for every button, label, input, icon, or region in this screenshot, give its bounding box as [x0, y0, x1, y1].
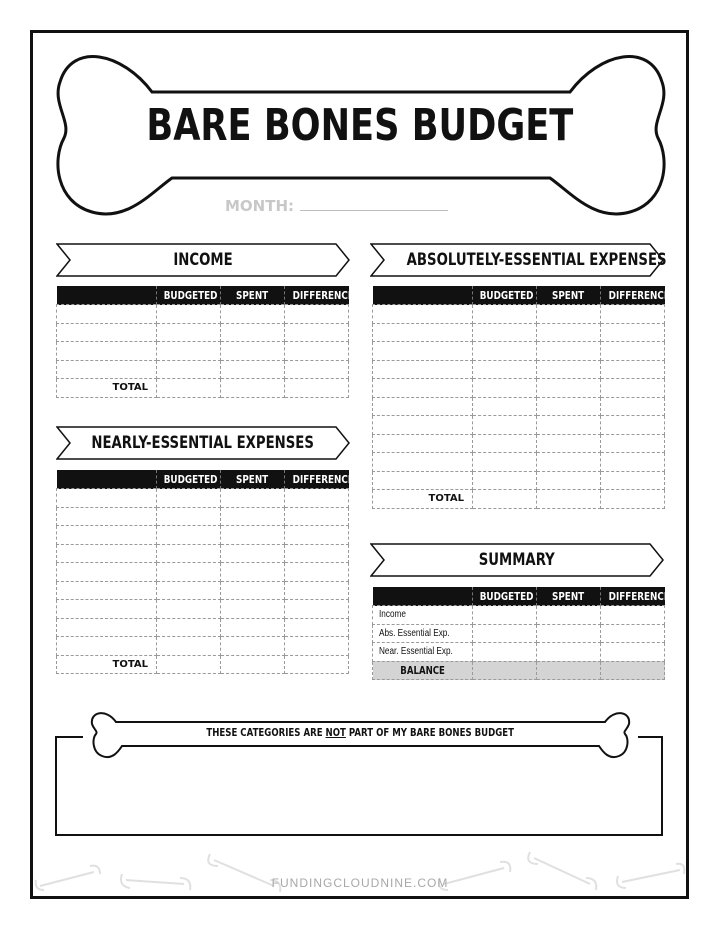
- category-cell[interactable]: [373, 323, 473, 342]
- balance-label: BALANCE: [373, 661, 473, 680]
- table-cell[interactable]: [285, 618, 349, 637]
- table-cell[interactable]: [601, 661, 665, 680]
- header-difference: DIFFERENCE: [601, 587, 665, 606]
- total-label: TOTAL: [57, 379, 157, 398]
- table-cell[interactable]: [537, 624, 601, 643]
- table-row: [57, 323, 349, 342]
- summary-row-abs: [373, 624, 665, 643]
- table-cell[interactable]: [285, 600, 349, 619]
- table-cell[interactable]: [473, 606, 537, 625]
- summary-label-near: Near. Essential Exp.: [373, 643, 473, 662]
- table-row: [373, 416, 665, 435]
- table-row: [57, 507, 349, 526]
- table-row: [57, 489, 349, 508]
- category-cell[interactable]: [57, 637, 157, 656]
- header-blank: [373, 286, 473, 305]
- table-cell[interactable]: [601, 606, 665, 625]
- income-heading: INCOME: [173, 250, 233, 270]
- table-cell[interactable]: [285, 305, 349, 324]
- table-row: [373, 453, 665, 472]
- table-cell[interactable]: [221, 526, 285, 545]
- table-cell[interactable]: [221, 563, 285, 582]
- table-cell[interactable]: [473, 661, 537, 680]
- table-cell[interactable]: [537, 379, 601, 398]
- near-essential-heading: NEARLY-ESSENTIAL EXPENSES: [91, 433, 315, 453]
- table-cell[interactable]: [537, 661, 601, 680]
- table-cell[interactable]: [285, 323, 349, 342]
- table-cell[interactable]: [285, 507, 349, 526]
- category-cell[interactable]: [373, 305, 473, 324]
- income-body: [57, 305, 349, 379]
- header-spent: SPENT: [221, 286, 285, 305]
- table-cell[interactable]: [221, 379, 285, 398]
- table-row: [57, 618, 349, 637]
- table-cell[interactable]: [537, 434, 601, 453]
- table-cell[interactable]: [285, 563, 349, 582]
- table-cell[interactable]: [601, 453, 665, 472]
- summary-label-income: Income: [373, 606, 473, 625]
- table-cell[interactable]: [601, 342, 665, 361]
- summary-row-income: [373, 606, 665, 625]
- table-row: [57, 342, 349, 361]
- header-blank: [57, 286, 157, 305]
- table-cell[interactable]: [157, 637, 221, 656]
- table-cell[interactable]: [473, 434, 537, 453]
- table-cell[interactable]: [473, 624, 537, 643]
- header-difference: DIFFERENCE: [285, 470, 349, 489]
- total-row: [57, 655, 349, 674]
- category-cell[interactable]: [373, 434, 473, 453]
- category-cell[interactable]: [57, 507, 157, 526]
- table-cell[interactable]: [285, 342, 349, 361]
- month-input-line[interactable]: [300, 209, 448, 211]
- non-budget-box-top-right: [638, 736, 663, 738]
- table-header-row: [373, 587, 665, 606]
- table-cell[interactable]: [537, 471, 601, 490]
- category-cell[interactable]: [373, 397, 473, 416]
- table-cell[interactable]: [537, 490, 601, 509]
- table-cell[interactable]: [601, 490, 665, 509]
- income-banner: [56, 243, 350, 277]
- footer-site: FUNDINGCLOUDNINE.COM: [271, 876, 449, 890]
- table-row: [373, 379, 665, 398]
- header-budgeted: BUDGETED: [473, 286, 537, 305]
- category-cell[interactable]: [57, 618, 157, 637]
- table-cell[interactable]: [157, 323, 221, 342]
- header-spent: SPENT: [537, 286, 601, 305]
- table-cell[interactable]: [221, 323, 285, 342]
- table-cell[interactable]: [473, 397, 537, 416]
- table-row: [57, 360, 349, 379]
- header-difference: DIFFERENCE: [601, 286, 665, 305]
- table-row: [373, 342, 665, 361]
- abs-essential-table: [372, 286, 670, 509]
- header-spent: SPENT: [221, 470, 285, 489]
- near-essential-body: [57, 489, 349, 656]
- table-cell[interactable]: [157, 342, 221, 361]
- summary-heading: SUMMARY: [478, 550, 556, 570]
- header-spent: SPENT: [537, 587, 601, 606]
- category-cell[interactable]: [373, 471, 473, 490]
- table-header-row: [57, 470, 349, 489]
- table-cell[interactable]: [221, 637, 285, 656]
- table-cell[interactable]: [157, 526, 221, 545]
- category-cell[interactable]: [57, 323, 157, 342]
- non-budget-box-top-left: [55, 736, 83, 738]
- summary-row-balance: [373, 661, 665, 680]
- table-cell[interactable]: [157, 379, 221, 398]
- table-cell[interactable]: [537, 416, 601, 435]
- total-row: [57, 379, 349, 398]
- abs-essential-heading: ABSOLUTELY-ESSENTIAL EXPENSES: [406, 250, 667, 270]
- table-cell[interactable]: [537, 342, 601, 361]
- near-essential-banner: [56, 426, 350, 460]
- table-cell[interactable]: [285, 544, 349, 563]
- category-cell[interactable]: [57, 526, 157, 545]
- table-cell[interactable]: [601, 624, 665, 643]
- table-cell[interactable]: [473, 643, 537, 662]
- table-cell[interactable]: [157, 618, 221, 637]
- table-cell[interactable]: [285, 637, 349, 656]
- table-cell[interactable]: [221, 360, 285, 379]
- table-cell[interactable]: [473, 342, 537, 361]
- table-cell[interactable]: [157, 600, 221, 619]
- table-cell[interactable]: [537, 397, 601, 416]
- category-cell[interactable]: [57, 600, 157, 619]
- table-cell[interactable]: [601, 323, 665, 342]
- table-cell[interactable]: [601, 643, 665, 662]
- table-cell[interactable]: [537, 606, 601, 625]
- table-cell[interactable]: [473, 416, 537, 435]
- table-cell[interactable]: [537, 360, 601, 379]
- category-cell[interactable]: [57, 544, 157, 563]
- table-cell[interactable]: [221, 489, 285, 508]
- category-cell[interactable]: [373, 379, 473, 398]
- table-row: [57, 544, 349, 563]
- table-cell[interactable]: [221, 581, 285, 600]
- category-cell[interactable]: [57, 489, 157, 508]
- table-cell[interactable]: [285, 581, 349, 600]
- table-cell[interactable]: [473, 453, 537, 472]
- table-row: [57, 600, 349, 619]
- table-cell[interactable]: [221, 507, 285, 526]
- category-cell[interactable]: [57, 360, 157, 379]
- table-cell[interactable]: [157, 544, 221, 563]
- table-cell[interactable]: [537, 323, 601, 342]
- header-budgeted: BUDGETED: [157, 286, 221, 305]
- near-essential-table: [56, 470, 354, 674]
- total-label: TOTAL: [373, 490, 473, 509]
- header-budgeted: BUDGETED: [473, 587, 537, 606]
- table-row: [373, 305, 665, 324]
- table-cell[interactable]: [473, 305, 537, 324]
- header-blank: [57, 470, 157, 489]
- total-row: [373, 490, 665, 509]
- abs-essential-body: [373, 305, 665, 490]
- page-title: BARE BONES BUDGET: [146, 100, 574, 151]
- caption-after: PART OF MY BARE BONES BUDGET: [345, 726, 514, 739]
- summary-row-near: [373, 643, 665, 662]
- summary-banner: [370, 543, 664, 577]
- table-cell[interactable]: [221, 305, 285, 324]
- table-cell[interactable]: [285, 526, 349, 545]
- table-cell[interactable]: [221, 600, 285, 619]
- table-cell[interactable]: [285, 489, 349, 508]
- table-row: [373, 323, 665, 342]
- income-table: [56, 286, 354, 398]
- month-field[interactable]: [225, 197, 495, 215]
- table-cell[interactable]: [601, 379, 665, 398]
- table-row: [57, 305, 349, 324]
- category-cell[interactable]: [57, 305, 157, 324]
- table-cell[interactable]: [601, 360, 665, 379]
- table-row: [373, 360, 665, 379]
- caption-before: THESE CATEGORIES ARE: [206, 726, 326, 739]
- total-label: TOTAL: [57, 655, 157, 674]
- header-difference: DIFFERENCE: [285, 286, 349, 305]
- category-cell[interactable]: [373, 360, 473, 379]
- category-cell[interactable]: [57, 563, 157, 582]
- table-cell[interactable]: [157, 563, 221, 582]
- table-cell[interactable]: [601, 416, 665, 435]
- table-cell[interactable]: [537, 305, 601, 324]
- table-header-row: [373, 286, 665, 305]
- table-row: [373, 434, 665, 453]
- table-row: [373, 397, 665, 416]
- summary-label-abs: Abs. Essential Exp.: [373, 624, 473, 643]
- category-cell[interactable]: [373, 342, 473, 361]
- table-cell[interactable]: [157, 507, 221, 526]
- category-cell[interactable]: [57, 581, 157, 600]
- table-cell[interactable]: [473, 323, 537, 342]
- table-cell[interactable]: [601, 305, 665, 324]
- header-budgeted: BUDGETED: [157, 470, 221, 489]
- table-cell[interactable]: [221, 342, 285, 361]
- table-cell[interactable]: [221, 544, 285, 563]
- table-cell[interactable]: [473, 360, 537, 379]
- table-cell[interactable]: [473, 490, 537, 509]
- table-cell[interactable]: [157, 305, 221, 324]
- table-row: [57, 581, 349, 600]
- table-cell[interactable]: [285, 655, 349, 674]
- table-cell[interactable]: [473, 379, 537, 398]
- table-cell[interactable]: [601, 397, 665, 416]
- table-cell[interactable]: [601, 471, 665, 490]
- header-blank: [373, 587, 473, 606]
- table-cell[interactable]: [537, 643, 601, 662]
- table-cell[interactable]: [157, 581, 221, 600]
- table-cell[interactable]: [473, 471, 537, 490]
- table-row: [57, 563, 349, 582]
- table-header-row: [57, 286, 349, 305]
- table-cell[interactable]: [157, 489, 221, 508]
- table-cell[interactable]: [157, 360, 221, 379]
- month-label: MONTH:: [225, 197, 295, 215]
- table-cell[interactable]: [221, 655, 285, 674]
- table-row: [373, 471, 665, 490]
- table-cell[interactable]: [285, 379, 349, 398]
- category-cell[interactable]: [373, 453, 473, 472]
- abs-essential-banner: [370, 243, 667, 277]
- caption-not: NOT: [325, 726, 346, 739]
- table-cell[interactable]: [537, 453, 601, 472]
- table-cell[interactable]: [157, 655, 221, 674]
- table-row: [57, 526, 349, 545]
- table-row: [57, 637, 349, 656]
- non-budget-caption: [110, 726, 610, 739]
- category-cell[interactable]: [373, 416, 473, 435]
- category-cell[interactable]: [57, 342, 157, 361]
- table-cell[interactable]: [221, 618, 285, 637]
- table-cell[interactable]: [285, 360, 349, 379]
- summary-table: [372, 587, 670, 680]
- table-cell[interactable]: [601, 434, 665, 453]
